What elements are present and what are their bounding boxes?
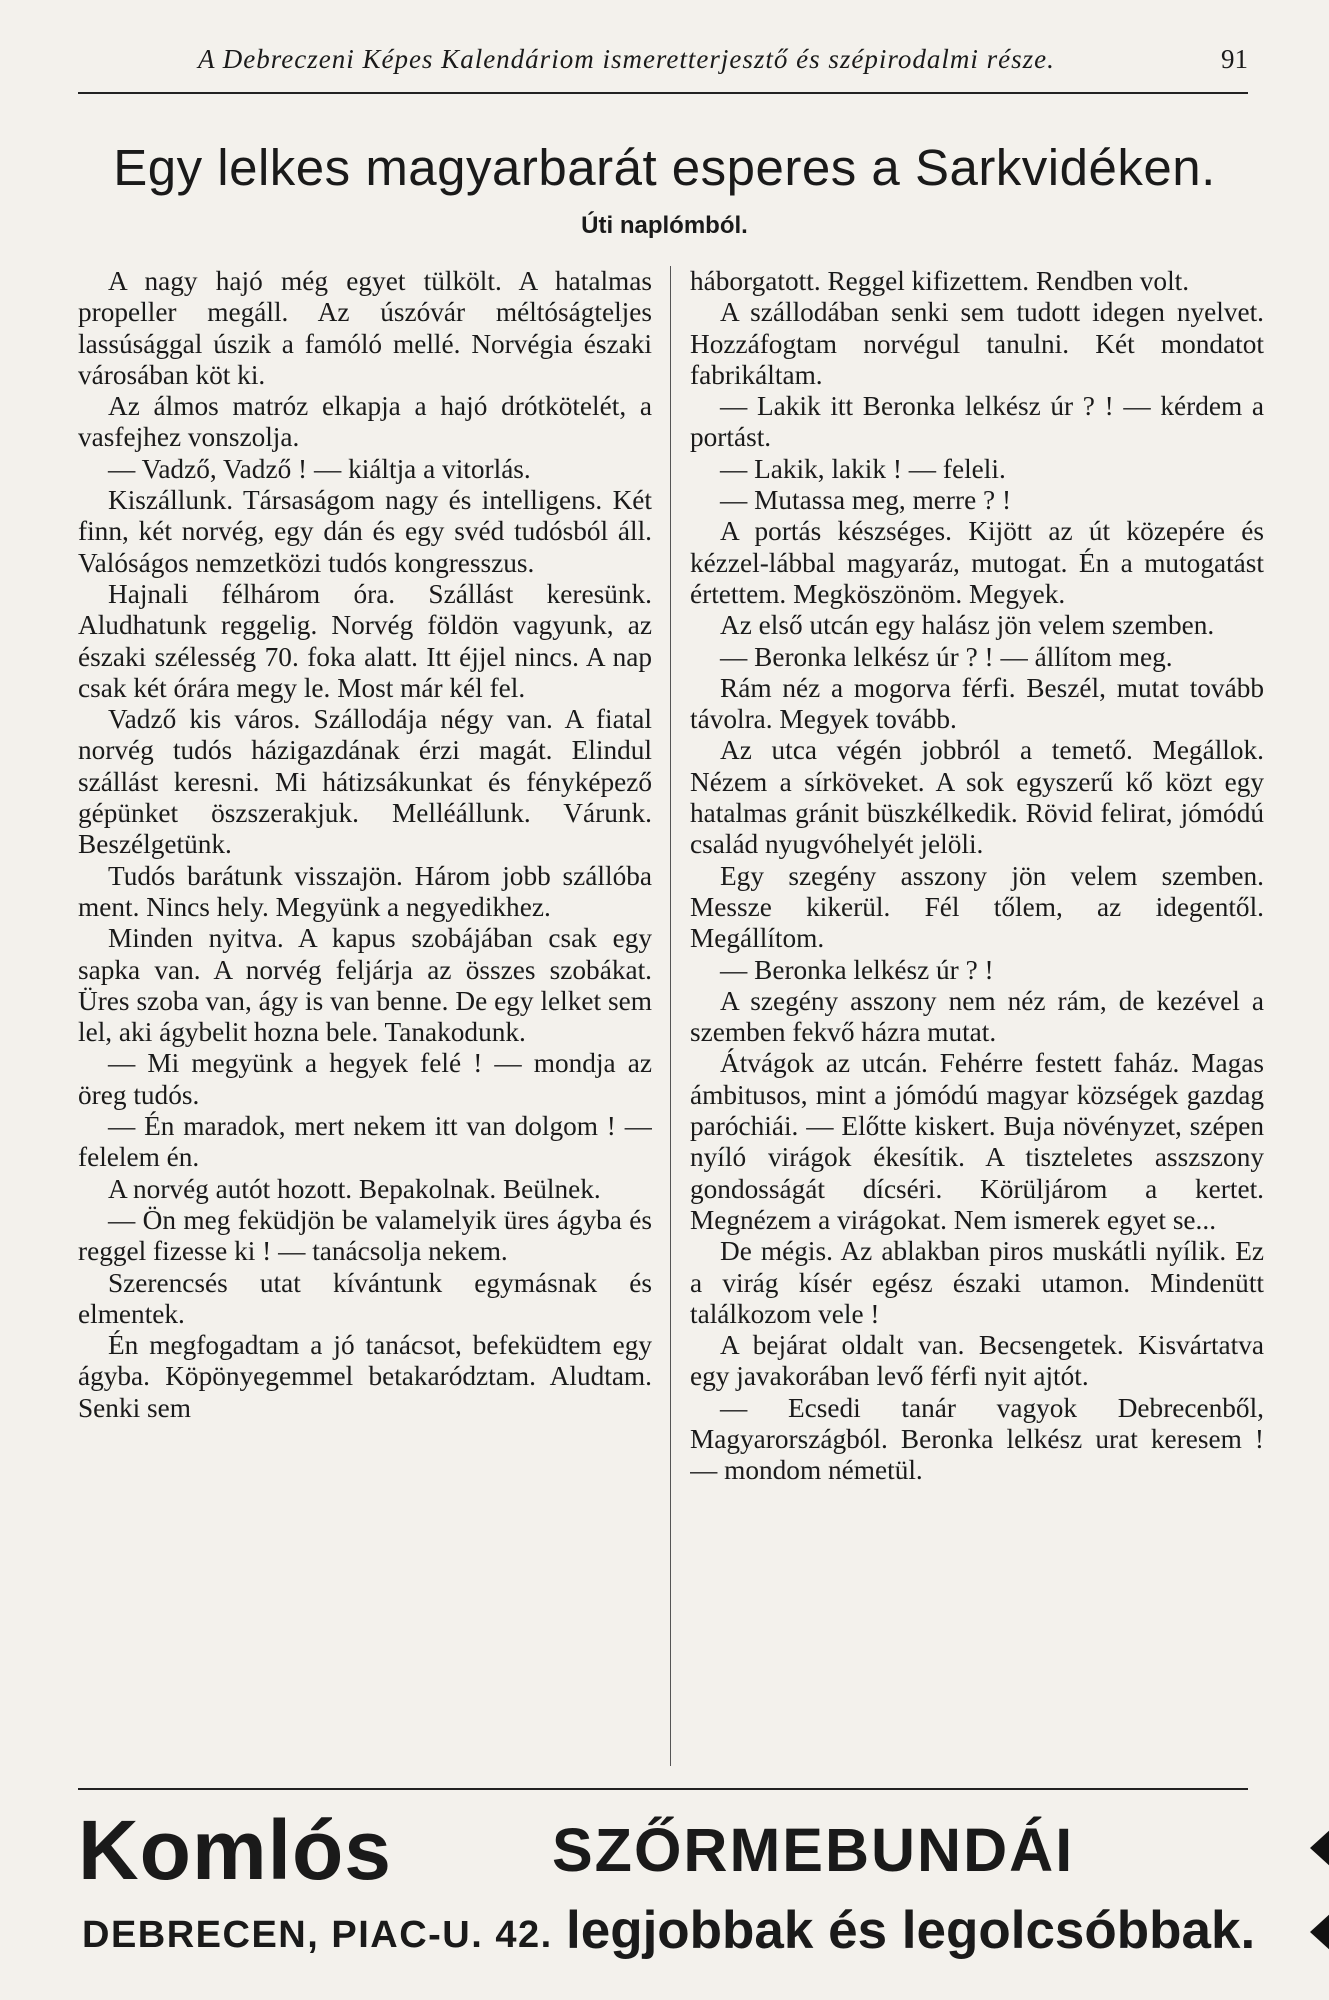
paragraph: De mégis. Az ablakban piros muskátli nyílik. Ez a virág kísér egész északi utamon. Mindenütt találkozom vele ! <box>690 1236 1264 1329</box>
paragraph: — Beronka lelkész úr ? ! <box>720 954 994 985</box>
paragraph: Átvágok az utcán. Fehérre festett faház. Magas ámbitusos, mint a jómódú magyar községek gazdag paróchiái. — Előtte kiskert. Buja növényzet, szépen nyíló virágok ékesítik. A tiszteletes asszszony gondosságát dícséri. Körüljárom a kertet. Megnézem a virágokat. Nem ismerek egyet se... <box>690 1048 1264 1235</box>
article-subtitle: Úti naplómból. <box>581 212 748 239</box>
paragraph: — Lakik itt Beronka lelkész úr ? ! — kérdem a portást. <box>690 391 1264 453</box>
paragraph: A norvég autót hozott. Bepakolnak. Beülnek. <box>108 1173 601 1204</box>
paragraph: A szegény asszony nem néz rám, de kezével a szemben fekvő házra mutat. <box>690 985 1264 1048</box>
advertisement-tagline: legjobbak és legolcsóbbak. <box>566 1901 1256 1960</box>
arrow-left-icon <box>1310 1912 1329 1952</box>
paragraph: — Mutassa meg, merre ? ! <box>720 485 1012 516</box>
article-title: Egy lelkes magyarbarát esperes a Sarkvidéken. <box>113 139 1216 196</box>
paragraph: Vadző kis város. Szállodája négy van. A fiatal norvég tudós házigazdának érzi magát. Elindul szállást keresni. Mi hátizsákunkat és fényképező gépünket öszszerakjuk. Melléállunk. Várunk. Beszélgetünk. <box>78 704 652 860</box>
paragraph: háborgatott. Reggel kifizettem. Rendben volt. <box>690 266 1190 296</box>
running-head-title: A Debreczeni Képes Kalendáriom ismeretterjesztő és szépirodalmi része. <box>198 44 1055 74</box>
paragraph: Az utca végén jobbról a temető. Megállok. Nézem a sírköveket. A sok egyszerű kő közt egy hatalmas gránit büszkélkedik. Rövid felirat, jómódú család nyugvóhelyét jelöli. <box>690 735 1264 860</box>
advertiser-address: DEBRECEN, PIAC-U. 42. <box>82 1914 553 1956</box>
left-column <box>78 266 652 1780</box>
advertisement-rule <box>78 1788 1248 1790</box>
paragraph: A portás készséges. Kijött az út közepére és kézzel-lábbal magyaráz, mutogat. Én a mutogatást értettem. Megköszönöm. Megyek. <box>690 516 1264 609</box>
paragraph: — Én maradok, mert nekem itt van dolgom ! — felelem én. <box>78 1111 652 1173</box>
paragraph: — Beronka lelkész úr ? ! — állítom meg. <box>720 641 1173 672</box>
paragraph: A bejárat oldalt van. Becsengetek. Kisvártatva egy javakorában levő férfi nyit ajtót. <box>690 1330 1264 1392</box>
paragraph: Minden nyitva. A kapus szobájában csak egy sapka van. A norvég feljárja az összes szobákat. Üres szoba van, ágy is van benne. De egy lelket sem lel, aki ágybelit hozna bele. Tanakodunk. <box>78 923 652 1048</box>
paragraph: Egy szegény asszony jön velem szemben. Messze kikerül. Fél tőlem, az idegentől. Megállítom. <box>690 860 1264 954</box>
paragraph: A nagy hajó még egyet tülkölt. A hatalmas propeller megáll. Az úszóvár méltóságteljes lassúsággal úszik a famóló mellé. Norvégia északi városában köt ki. <box>78 266 652 390</box>
paragraph: — Ön meg feküdjön be valamelyik üres ágyba és reggel fizesse ki ! — tanácsolja nekem. <box>78 1204 652 1267</box>
running-head <box>78 40 1248 94</box>
paragraph: — Lakik, lakik ! — feleli. <box>720 453 1006 484</box>
paragraph: — Ecsedi tanár vagyok Debrecenből, Magyarországból. Beronka lelkész urat keresem ! — mondom németül. <box>690 1392 1264 1486</box>
advertiser-name: Komlós <box>78 1803 393 1897</box>
paragraph: Én megfogadtam a jó tanácsot, befeküdtem egy ágyba. Köpönyegemmel betakarództam. Aludtam. Senki sem <box>78 1330 652 1423</box>
paragraph: A szállodában senki sem tudott idegen nyelvet. Hozzáfogtam norvégul tanulni. Két mondatot fabrikáltam. <box>690 297 1264 390</box>
paragraph: — Vadző, Vadző ! — kiáltja a vitorlás. <box>108 453 531 484</box>
paragraph: Hajnali félhárom óra. Szállást keresünk. Aludhatunk reggelig. Norvég földön vagyunk, az északi szélesség 70. foka alatt. Itt éjjel nincs. A nap csak két órára megy le. Most már kél fel. <box>78 578 652 703</box>
page-number: 91 <box>1221 44 1248 74</box>
paragraph: — Mi megyünk a hegyek felé ! — mondja az öreg tudós. <box>78 1048 652 1110</box>
advertised-product: SZŐRMEBUNDÁI <box>552 1816 1075 1884</box>
paragraph: Az álmos matróz elkapja a hajó drótkötelét, a vasfejhez vonszolja. <box>78 391 652 453</box>
column-divider <box>670 266 671 1766</box>
paragraph: Szerencsés utat kívántunk egymásnak és elmentek. <box>78 1267 652 1329</box>
paragraph: Az első utcán egy halász jön velem szemben. <box>720 610 1215 641</box>
paragraph: Kiszállunk. Társaságom nagy és intelligens. Két finn, két norvég, egy dán és egy svéd tudósból áll. Valóságos nemzetközi tudós kongresszus. <box>78 485 652 578</box>
paragraph: Rám néz a mogorva férfi. Beszél, mutat tovább távolra. Megyek tovább. <box>690 672 1264 735</box>
right-column <box>690 266 1264 1780</box>
arrow-left-icon <box>1310 1828 1329 1868</box>
paragraph: Tudós barátunk visszajön. Három jobb szállóba ment. Nincs hely. Megyünk a negyedikhez. <box>78 860 652 922</box>
advertisement <box>78 1800 1268 1990</box>
